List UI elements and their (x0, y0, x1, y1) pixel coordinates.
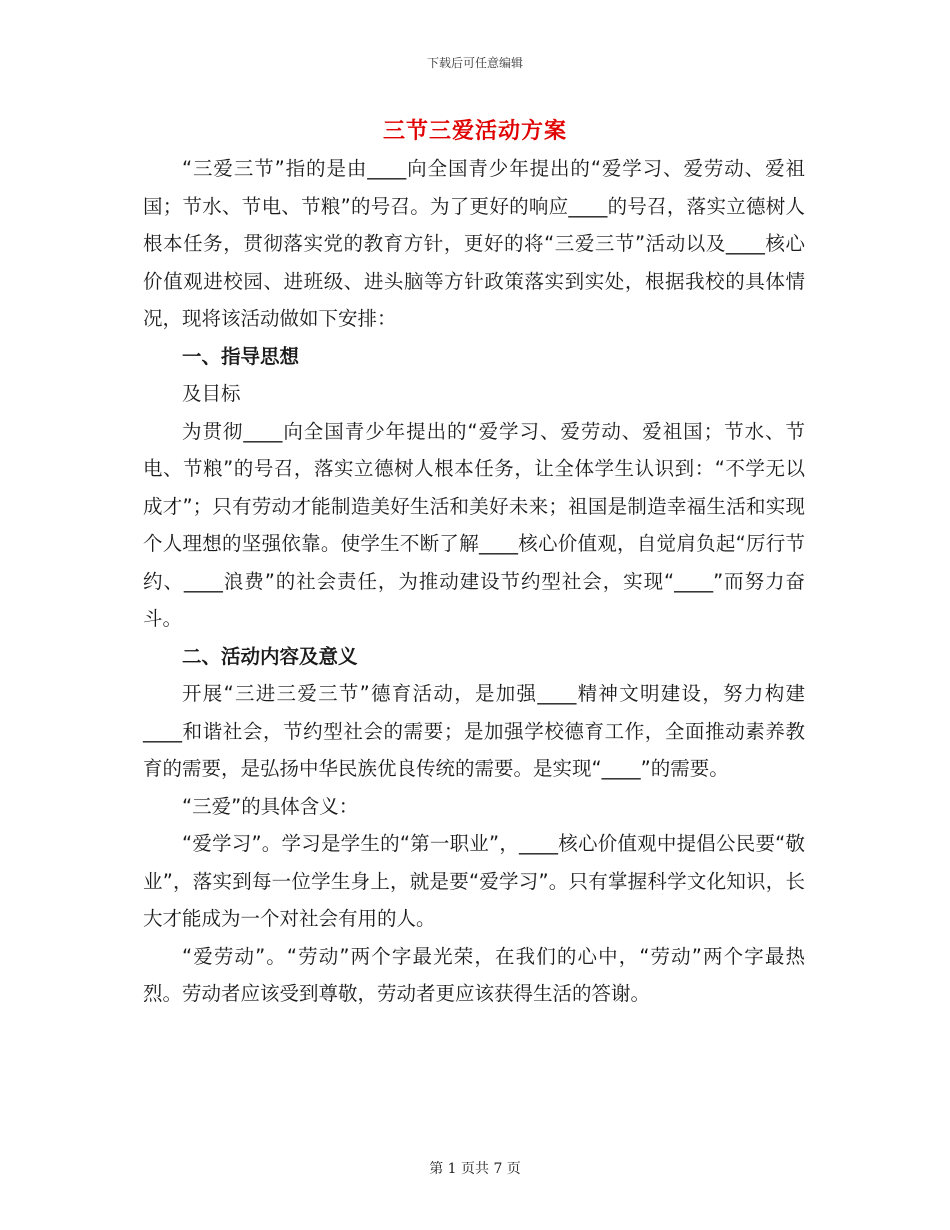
document-title: 三节三爱活动方案 (382, 119, 567, 144)
section2-paragraph: 开展“三进三爱三节”德育活动，是加强____精神文明建设，努力构建____和谐社会，节约型社会的需要；是加强学校德育工作，全面推动素养教育的需要，是弘扬中华民族优良传统的需要。是实现“____”的需要。 (143, 682, 805, 780)
section-heading-guiding-ideology: 一、指导思想 (182, 344, 300, 368)
page-footer: 第 1 页共 7 页 (429, 1161, 521, 1177)
section1-paragraph: 及目标 (182, 382, 241, 405)
section2-paragraph: “爱学习”。学习是学生的“第一职业”，____核心价值观中提倡公民要“敬业”，落实到每一位学生身上，就是要“爱学习”。只有掌握科学文化知识，长大才能成为一个对社会有用的人。 (143, 832, 805, 930)
section-heading-activity-content: 二、活动内容及意义 (182, 644, 358, 668)
document-body (143, 150, 805, 1013)
section1-paragraph: 为贯彻____向全国青少年提出的“爱学习、爱劳动、爱祖国；节水、节电、节粮”的号召，落实立德树人根本任务，让全体学生认识到：“不学无以成才”；只有劳动才能制造美好生活和美好未来；祖国是制造幸福生活和实现个人理想的坚强依靠。使学生不断了解____核心价值观，自觉肩负起“厉行节约、____浪费”的社会责任，为推动建设节约型社会，实现“____”而努力奋斗。 (143, 419, 805, 630)
intro-paragraph: “三爱三节”指的是由____向全国青少年提出的“爱学习、爱劳动、爱祖国；节水、节电、节粮”的号召。为了更好的响应____的号召，落实立德树人根本任务，贯彻落实党的教育方针，更好的将“三爱三节”活动以及____核心价值观进校园、进班级、进头脑等方针政策落实到实处，根据我校的具体情况，现将该活动做如下安排： (143, 157, 805, 330)
header-note: 下载后可任意编辑 (426, 56, 523, 70)
section2-paragraph: “三爱”的具体含义： (182, 794, 359, 818)
section2-paragraph: “爱劳动”。“劳动”两个字最光荣，在我们的心中，“劳动”两个字最热烈。劳动者应该受到尊敬，劳动者更应该获得生活的答谢。 (143, 944, 805, 1005)
